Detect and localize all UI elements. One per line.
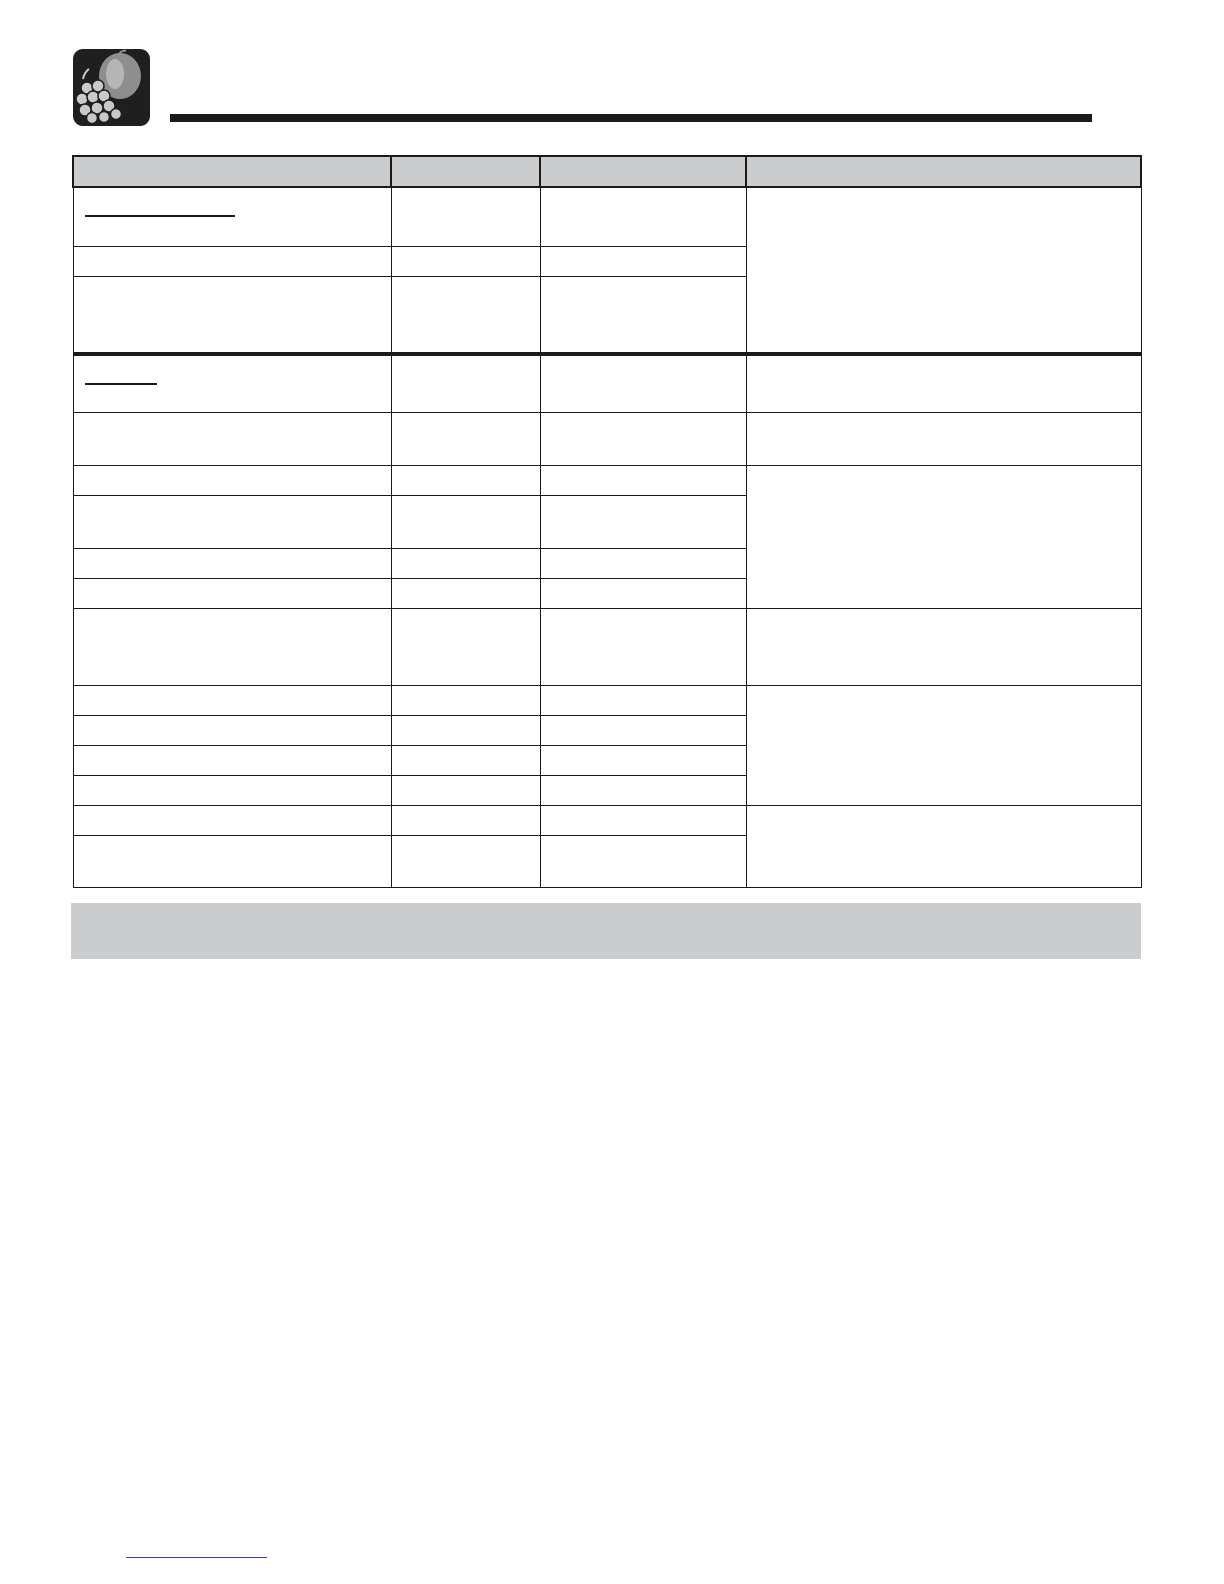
table-cell xyxy=(73,187,391,246)
table-cell xyxy=(73,775,391,805)
table-cell xyxy=(391,805,540,835)
table-cell xyxy=(73,465,391,495)
table-cell xyxy=(540,835,746,887)
table-cell xyxy=(540,715,746,745)
table-cell xyxy=(540,685,746,715)
note-bar xyxy=(71,903,1141,959)
storage-table xyxy=(72,155,1142,888)
table-cell xyxy=(746,685,1141,805)
table-cell xyxy=(391,276,540,354)
table-cell xyxy=(540,354,746,412)
category-heading-underline xyxy=(85,383,157,385)
table-cell xyxy=(540,608,746,685)
category-heading-underline xyxy=(85,215,235,217)
table-cell xyxy=(73,548,391,578)
table-row xyxy=(73,805,1141,835)
table-cell xyxy=(391,608,540,685)
table-cell xyxy=(540,548,746,578)
table-row xyxy=(73,608,1141,685)
table-cell xyxy=(391,578,540,608)
header-cell xyxy=(391,156,540,187)
table-cell xyxy=(746,805,1141,887)
table-cell xyxy=(746,412,1141,465)
table-cell xyxy=(73,412,391,465)
table-cell xyxy=(391,246,540,276)
table-row xyxy=(73,354,1141,412)
table-row xyxy=(73,412,1141,465)
table-cell xyxy=(73,276,391,354)
table-cell xyxy=(391,187,540,246)
table-cell xyxy=(73,835,391,887)
header-cell xyxy=(746,156,1141,187)
table-cell xyxy=(73,805,391,835)
header-cell xyxy=(540,156,746,187)
table-cell xyxy=(540,775,746,805)
header-cell xyxy=(73,156,391,187)
table-cell xyxy=(391,354,540,412)
footer-link-underline[interactable] xyxy=(126,1557,267,1558)
fruit-apple-grapes-icon xyxy=(72,48,151,127)
table-cell xyxy=(73,578,391,608)
table-cell xyxy=(73,354,391,412)
table-cell xyxy=(391,685,540,715)
table-row xyxy=(73,187,1141,246)
table-cell xyxy=(540,465,746,495)
table-cell xyxy=(746,465,1141,608)
table-cell xyxy=(391,715,540,745)
table-cell xyxy=(540,276,746,354)
table-header-row xyxy=(73,156,1141,187)
table-cell xyxy=(540,187,746,246)
table-cell xyxy=(391,745,540,775)
table-cell xyxy=(540,745,746,775)
table-cell xyxy=(540,495,746,548)
table-row xyxy=(73,465,1141,495)
table-cell xyxy=(391,495,540,548)
table-cell xyxy=(391,775,540,805)
table-cell xyxy=(540,412,746,465)
table-cell xyxy=(73,685,391,715)
table-cell xyxy=(540,805,746,835)
table-cell xyxy=(391,548,540,578)
table-cell xyxy=(391,835,540,887)
table-cell xyxy=(540,578,746,608)
table-cell xyxy=(73,745,391,775)
header-rule xyxy=(170,114,1092,122)
table-cell xyxy=(540,246,746,276)
table-cell xyxy=(73,495,391,548)
table-row xyxy=(73,685,1141,715)
table-cell xyxy=(73,715,391,745)
table-cell xyxy=(73,608,391,685)
table-cell xyxy=(746,187,1141,354)
table-cell xyxy=(746,608,1141,685)
table-cell xyxy=(391,412,540,465)
table-cell xyxy=(73,246,391,276)
table-cell xyxy=(391,465,540,495)
table-cell xyxy=(746,354,1141,412)
